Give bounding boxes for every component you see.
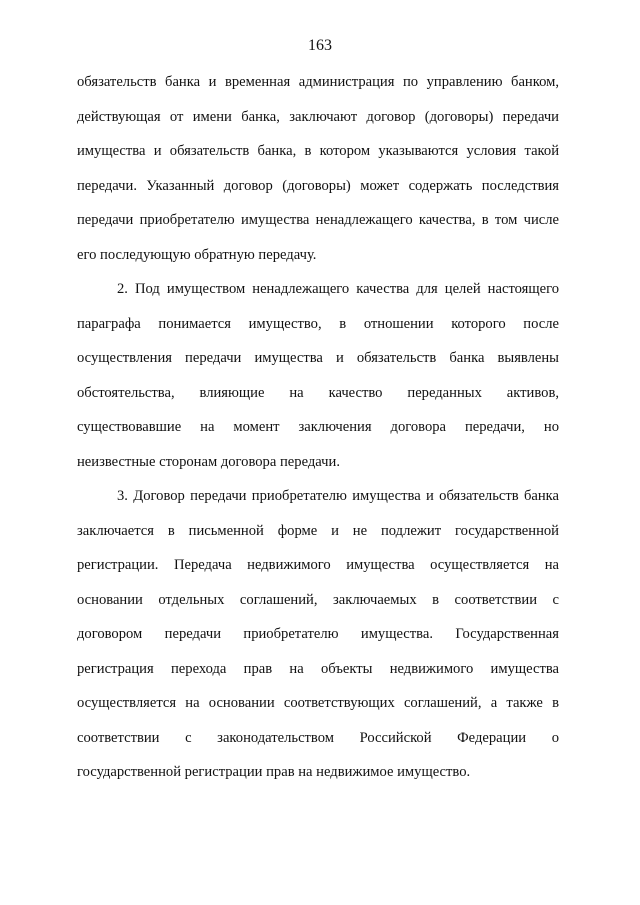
paragraph-line: договором передачи приобретателю имущества. Государственная — [77, 626, 559, 642]
paragraph-line: основании отдельных соглашений, заключаемых в соответствии с — [77, 591, 559, 608]
paragraph-line: соответствии с законодательством Российской Федерации о — [77, 729, 559, 746]
page-number: 163 — [308, 37, 332, 54]
paragraph-line: 3. Договор передачи приобретателю имущества и обязательств банка — [117, 488, 559, 504]
paragraph-2 — [77, 272, 559, 479]
paragraph-line: имущества и обязательств банка, в котором указываются условия такой — [77, 143, 559, 159]
paragraph-line: передачи приобретателю имущества ненадлежащего качества, в том числе — [77, 212, 559, 228]
paragraph-line: осуществляется на основании соответствующих соглашений, а также в — [77, 695, 559, 711]
paragraph-line: действующая от имени банка, заключают договор (договоры) передачи — [77, 108, 559, 125]
paragraph-line: параграфа понимается имущество, в отношении которого после — [77, 315, 559, 332]
paragraph-3 — [77, 479, 559, 790]
paragraph-line: 2. Под имуществом ненадлежащего качества для целей настоящего — [117, 281, 559, 297]
paragraph-line: заключается в письменной форме и не подлежит государственной — [77, 522, 559, 539]
paragraph-1 — [77, 65, 559, 272]
paragraph-line: существовавшие на момент заключения договора передачи, но — [77, 419, 559, 435]
paragraph-line: государственной регистрации прав на недвижимое имущество. — [77, 764, 471, 780]
paragraph-line: неизвестные сторонам договора передачи. — [77, 453, 340, 470]
paragraph-line: его последующую обратную передачу. — [77, 246, 317, 263]
paragraph-line: регистрация перехода прав на объекты недвижимого имущества — [77, 660, 559, 677]
paragraph-line: обстоятельства, влияющие на качество переданных активов, — [77, 384, 559, 401]
paragraph-line: передачи. Указанный договор (договоры) может содержать последствия — [77, 177, 559, 194]
paragraph-line: обязательств банка и временная администрация по управлению банком, — [77, 74, 559, 90]
paragraph-line: осуществления передачи имущества и обязательств банка выявлены — [77, 350, 559, 366]
paragraph-line: регистрации. Передача недвижимого имущества осуществляется на — [77, 557, 559, 573]
